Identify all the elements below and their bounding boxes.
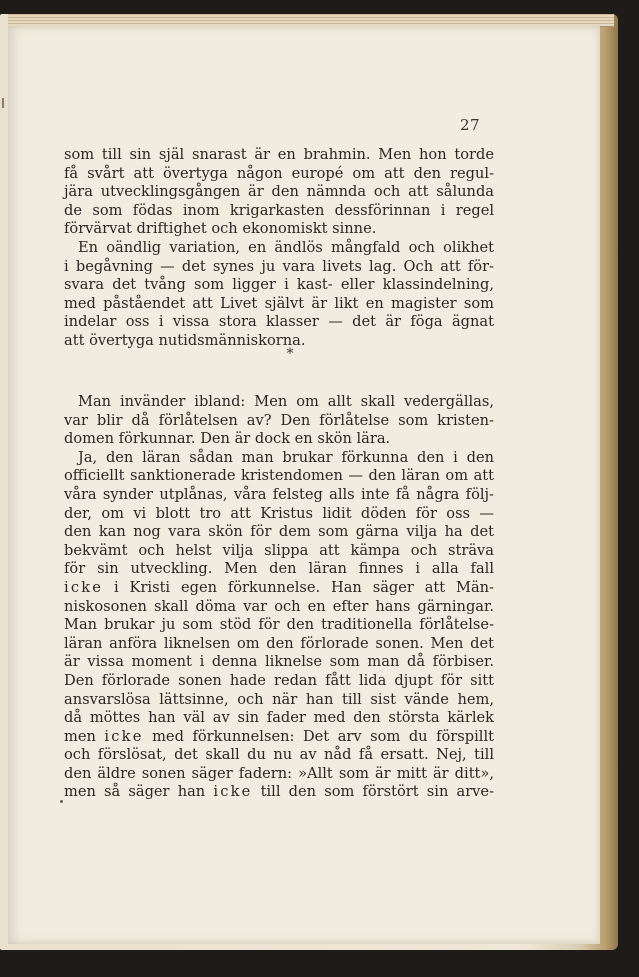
section-separator: *	[286, 346, 294, 362]
text-line: officiellt sanktionerade kristendomen — den läran om att	[64, 467, 494, 485]
book-page	[8, 26, 600, 944]
text-line: En oändlig variation, en ändlös mångfald och olikhet	[78, 238, 494, 256]
text-line: bekvämt och helst vilja slippa att kämpa och sträva	[64, 541, 494, 559]
text-line: att övertyga nutidsmänniskorna.	[64, 331, 306, 349]
text-line: niskosonen skall döma var och en efter hans gärningar.	[64, 597, 494, 615]
text-line: och förslösat, det skall du nu av nåd få ersatt. Nej, till	[64, 746, 494, 764]
text-line: få svårt att övertyga någon europé om att den regul-	[64, 164, 494, 182]
text-line: den äldre sonen säger fadern: »Allt som är mitt är ditt»,	[64, 764, 494, 782]
text-line: med påståendet att Livet självt är likt en magister som	[64, 294, 494, 312]
text-fragment: till den som förstört sin arve-	[252, 783, 494, 801]
text-line: der, om vi blott tro att Kristus lidit döden för oss —	[64, 504, 494, 522]
text-line	[64, 579, 494, 598]
text-line: de som födas inom krigarkasten dessförinnan i regel	[64, 201, 494, 219]
text-line: den kan nog vara skön för dem som gärna vilja ha det	[64, 523, 494, 541]
emphasis-word: icke	[64, 578, 104, 596]
text-line: som till sin själ snarast är en brahmin. Men hon torde	[64, 146, 494, 163]
text-line: är vissa moment i denna liknelse som man då förbiser.	[64, 653, 494, 671]
emphasis-word: icke	[213, 783, 253, 801]
margin-mark	[2, 98, 4, 108]
ink-speck	[60, 800, 63, 803]
text-line: Man brukar ju som stöd för den traditionella förlåtelse-	[64, 616, 494, 634]
text-line: Man invänder ibland: Men om allt skall vedergällas,	[78, 393, 494, 410]
text-line: förvärvat driftighet och ekonomiskt sinne.	[64, 220, 377, 238]
text-line: indelar oss i vissa stora klasser — det är föga ägnat	[64, 313, 494, 331]
text-line	[64, 783, 494, 802]
text-line: svara det tvång som ligger i kast- eller klassindelning,	[64, 276, 494, 294]
text-line: Ja, den läran sådan man brukar förkunna den i den	[78, 448, 494, 466]
text-fragment: med förkunnelsen: Det arv som du förspillt	[143, 727, 494, 745]
text-line: jära utvecklingsgången är den nämnda och att sålunda	[64, 183, 494, 201]
text-line: Den förlorade sonen hade redan fått lida djupt för sitt	[64, 671, 494, 689]
text-line: för sin utveckling. Men den läran finnes i alla fall	[64, 560, 494, 578]
text-fragment: men	[64, 727, 105, 745]
text-block-top	[64, 146, 494, 351]
text-line: då möttes han väl av sin fader med den största kärlek	[64, 709, 494, 727]
text-line: våra synder utplånas, våra felsteg alls inte få några följ-	[64, 485, 494, 503]
text-line: läran anföra liknelsen om den förlorade sonen. Men det	[64, 634, 494, 652]
text-line: ansvarslösa lättsinne, och när han till sist vände hem,	[64, 690, 494, 708]
text-line: var blir då förlåtelsen av? Den förlåtelse som kristen-	[64, 411, 494, 429]
text-line: i begåvning — det synes ju vara livets lag. Och att för-	[64, 257, 494, 275]
emphasis-word: icke	[104, 727, 144, 745]
text-line	[64, 728, 494, 747]
text-fragment: i Kristi egen förkunnelse. Han säger att Män-	[103, 578, 494, 596]
text-line: domen förkunnar. Den är dock en skön lära.	[64, 430, 391, 448]
text-fragment: men så säger han	[64, 783, 214, 801]
text-block-bottom	[64, 393, 494, 802]
page-number: 27	[460, 116, 481, 134]
